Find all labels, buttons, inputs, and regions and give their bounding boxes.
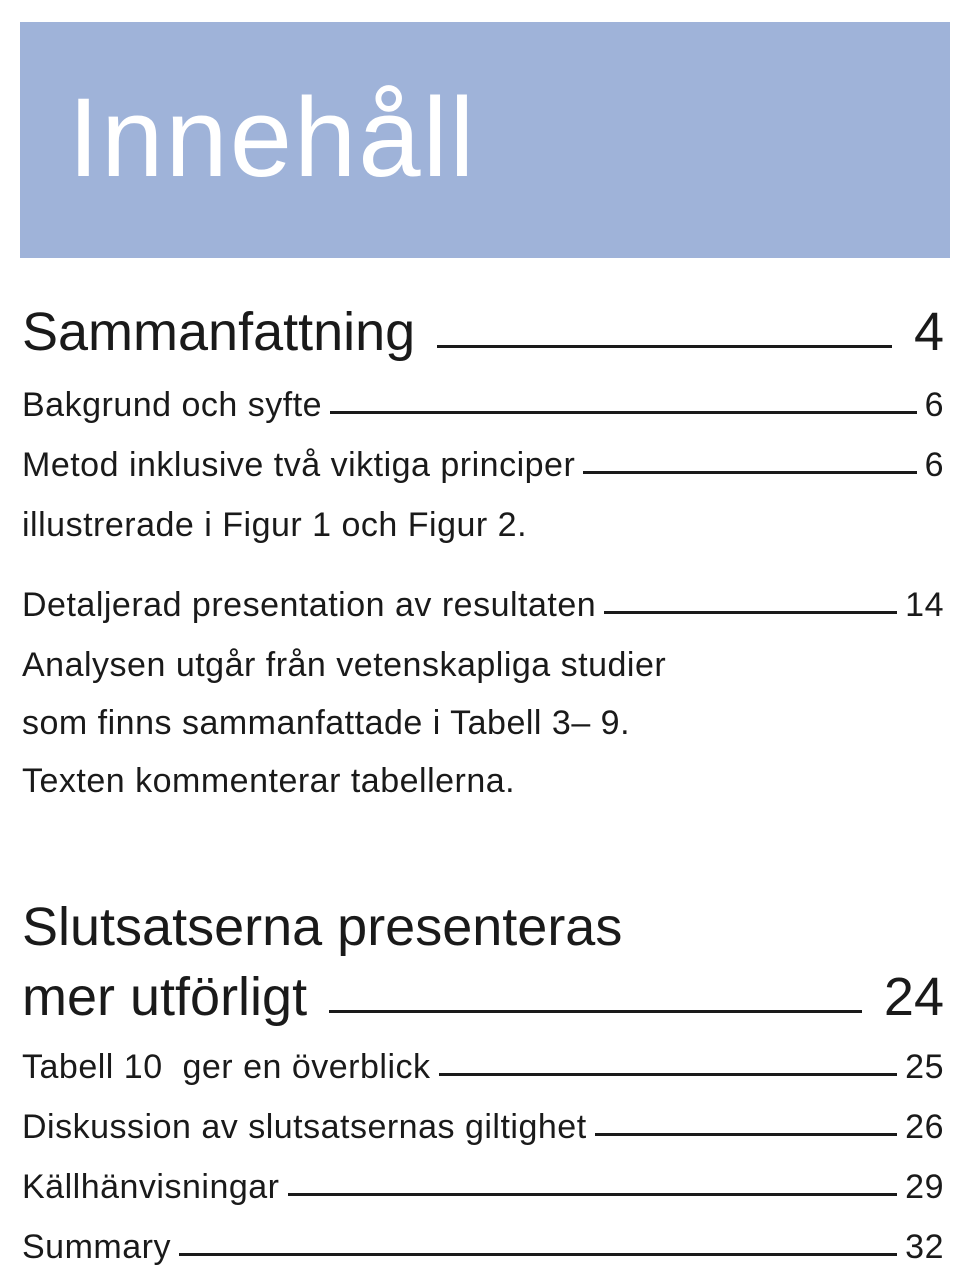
- toc-entry-page: 24: [883, 967, 944, 1027]
- toc-entry-label: Summary: [22, 1228, 171, 1266]
- toc-entry-detaljerad-description: [22, 636, 944, 810]
- description-line: som finns sammanfattade i Tabell 3– 9.: [22, 704, 631, 742]
- toc-entry-label: Tabell 10 ger en överblick: [22, 1048, 431, 1086]
- toc-entry-label: mer utförligt: [22, 967, 308, 1027]
- toc-entry-label: Sammanfattning: [22, 302, 416, 362]
- toc-entry-sammanfattning[interactable]: [22, 302, 944, 362]
- toc-entry-page: 26: [905, 1108, 944, 1146]
- toc-entry-summary[interactable]: [22, 1230, 944, 1264]
- header-banner: [20, 22, 950, 258]
- toc-leader-line: [330, 411, 917, 414]
- description-line: Analysen utgår från vetenskapliga studier: [22, 646, 667, 684]
- toc-entry-page: 6: [924, 446, 944, 484]
- toc-entry-kallhanvisningar[interactable]: [22, 1170, 944, 1204]
- toc-entry-metod-continuation: [22, 496, 944, 554]
- toc-leader-line: [595, 1133, 898, 1136]
- page-title: Innehåll: [68, 75, 477, 200]
- toc-entry-metod[interactable]: [22, 448, 944, 482]
- toc-entry-diskussion[interactable]: [22, 1110, 944, 1144]
- toc-entry-label: Metod inklusive två viktiga principer: [22, 446, 576, 484]
- toc-leader-line: [179, 1253, 897, 1256]
- toc-leader-line: [439, 1073, 898, 1076]
- toc-leader-line: [329, 1010, 862, 1013]
- toc-leader-line: [604, 611, 897, 614]
- toc-entry-page: 4: [913, 302, 944, 362]
- toc-entry-label: Detaljerad presentation av resultaten: [22, 586, 597, 624]
- toc-entry-page: 25: [905, 1048, 944, 1086]
- toc-leader-line: [583, 471, 916, 474]
- toc-entry-page: 29: [905, 1168, 944, 1206]
- toc-entry-label: Källhänvisningar: [22, 1168, 280, 1206]
- toc-entry-page: 14: [905, 586, 944, 624]
- toc-entry-label: Bakgrund och syfte: [22, 386, 323, 424]
- continuation-line: illustrerade i Figur 1 och Figur 2.: [22, 506, 528, 544]
- toc-leader-line: [288, 1193, 898, 1196]
- toc-entry-slutsatserna[interactable]: [22, 967, 944, 1027]
- toc-entry-page: 32: [905, 1228, 944, 1266]
- toc-entry-page: 6: [924, 386, 944, 424]
- toc-entry-bakgrund[interactable]: [22, 388, 944, 422]
- toc-entry-label: Diskussion av slutsatsernas giltighet: [22, 1108, 587, 1146]
- toc-leader-line: [437, 345, 892, 348]
- toc-entry-detaljerad[interactable]: [22, 588, 944, 622]
- description-line: Texten kommenterar tabellerna.: [22, 762, 516, 800]
- toc-heading-slutsatserna: Slutsatserna presenteras: [22, 897, 623, 957]
- toc-entry-tabell10[interactable]: [22, 1050, 944, 1084]
